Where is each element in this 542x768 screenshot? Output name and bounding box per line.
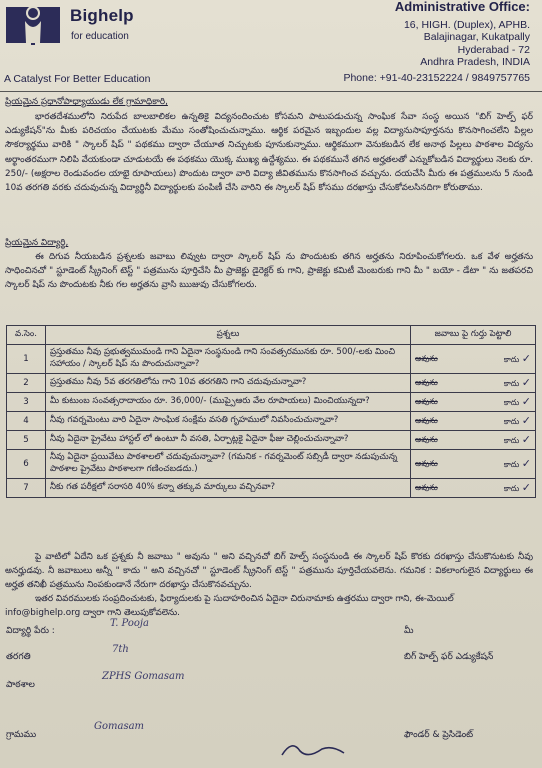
answer-no-option[interactable]: కాదు <box>503 460 520 469</box>
question-text: నీవు ఏదైనా ప్రైవేటు హాస్టల్ లో ఉంటూ నీ వసతి, ఏర్పాట్లకై ఏదైనా ఫీజు చెల్లించుచున్నావా? <box>46 431 411 450</box>
checkmark-icon: ✓ <box>521 376 531 389</box>
checkmark-icon: ✓ <box>521 395 531 408</box>
table-row <box>7 431 536 450</box>
tagline: A Catalyst For Better Education <box>4 73 151 85</box>
signatory-title: ఫౌండర్ & ప్రెసిడెంట్ <box>404 730 474 740</box>
answer-yes-option[interactable]: అవును <box>415 377 438 387</box>
row-number: 6 <box>7 450 46 479</box>
table-row <box>7 412 536 431</box>
answer-no-option[interactable]: కాదు <box>503 379 520 388</box>
brand-sub: for education <box>71 31 129 42</box>
checkmark-icon: ✓ <box>521 457 531 470</box>
checkmark-icon: ✓ <box>521 433 531 446</box>
org-name: బిగ్ హెల్ప్ ఫర్ ఎడ్యుకేషన్ <box>404 652 494 662</box>
answer-yes-option[interactable]: అవును <box>415 396 438 406</box>
address-line: Hyderabad - 72 <box>457 43 530 56</box>
brand-name: Bighelp <box>70 6 134 25</box>
answer-cell[interactable] <box>411 345 536 374</box>
question-text: ప్రస్తుతము నీవు 5వ తరగతిలోను గాని 10వ తరగతిని గాని చదువుచున్నావా? <box>46 374 411 393</box>
address-line: Andhra Pradesh, INDIA <box>420 56 530 68</box>
village-label: గ్రామము <box>6 730 37 740</box>
yours-label: మీ <box>404 626 414 636</box>
answer-yes-option[interactable]: అవును <box>415 415 438 425</box>
row-number: 7 <box>7 479 46 498</box>
col-header-question: ప్రశ్నలు <box>46 326 411 345</box>
answer-no-option[interactable]: కాదు <box>503 436 520 445</box>
table-row <box>7 393 536 412</box>
school-value: ZPHS Gomasam <box>102 671 185 682</box>
bighelp-logo-icon <box>4 3 62 47</box>
col-header-answer: జవాబు పై గుర్తు పెట్టాలి <box>411 326 536 345</box>
name-label: విద్యార్థి పేరు : <box>6 626 55 636</box>
address-line: 16, HIGH. (Duplex), APHB. <box>403 18 530 31</box>
class-label: తరగతి <box>6 652 31 662</box>
row-number: 4 <box>7 412 46 431</box>
answer-no-option[interactable]: కాదు <box>503 355 520 364</box>
row-number: 1 <box>7 345 46 374</box>
question-text: మీ కుటుంబ సంవత్సరాదాయం రూ. 36,000/- (ముప్పైఆరు వేల రూపాయలు) మించియున్నదా? <box>46 393 411 412</box>
phone-numbers: Phone: +91-40-23152224 / 9849757765 <box>343 71 530 84</box>
answer-cell[interactable] <box>411 450 536 479</box>
question-text: నీవు ఏదైనా ప్రయివేటు పాఠశాలలో చదువుచున్నావా? (గమనిక - గవర్నమెంట్ సబ్సిడీ ద్వారా నడుపుచున్న పాఠశాల ప్రైవేటు పాఠశాలగా గణించబడదు.) <box>46 450 411 479</box>
table-row <box>7 479 536 498</box>
student-salutation: ప్రియమైన విద్యార్థి, <box>5 238 69 248</box>
salutation: ప్రియమైన ప్రధానోపాధ్యాయుడు లేక గ్రామాధికారి, <box>5 97 168 107</box>
answer-yes-option[interactable]: అవును <box>415 353 438 363</box>
name-value: T. Pooja <box>110 618 149 629</box>
intro-paragraph: భారతదేశములోని నిరుపేద బాలబాలికల ఉన్నతికై విద్యనందించుట కోసమని పాటుపడుచున్న సాంఘిక సేవా సంస్థ అయిన "బిగ్ హెల్ప్ ఫర్ ఎడ్యుకేషన్"ను మీకు పరిచయం చేయుటకు మేము సంతోషించుచున్నాము. ఆర్థిక పరమైన ఇబ్బందుల వల్ల విద్యానుసాపూర్తనను కొనసాగించలేని పిల్లల సౌకర్యార్థము వారికి " స్కాలర్ షిప్ " పథకము ద్వారా చేయూత నిచ్చుటకు పూనుకున్నాము. ఆర్థికముగా వెనుకబడిన లేక అనాథ పిల్లలు పాఠశాల విద్యను అర్థాంతరముగా నిలిపి వేయకుండా చూడుటయే ఈ పథకము యొక్క ముఖ్య ఉద్దేశ్యము. ఈ పథకమునే తగిన అర్హతలతో ఎన్నుకోబడిన విద్యార్థులు నెలకు రూ. 250/- (అక్షరాల రెండువందల యాభై రూపాయలు) పొందుట ద్వారా వారి విద్యా జీవితమును కొనసాగించ వచ్చును. దయచేసి మీరు ఈ పత్రములను 5 నుండి 10వ తరగతి వరకు చదువుచున్న విద్యార్థినీ విద్యార్థులకు పంపిణీ చేసి వారిని ఈ స్కాలర్ షిప్ కోసము దరఖాస్తు చేసుకోవలసినదిగా కోరుతాము. <box>5 112 533 194</box>
answer-no-option[interactable]: కాదు <box>503 398 520 407</box>
office-address <box>343 1 530 84</box>
answer-cell[interactable] <box>411 393 536 412</box>
signature-icon <box>278 735 348 761</box>
contact-line-end: ద్వారా గాని తెలుపుకోవలెను. <box>80 608 180 618</box>
question-text: నీకు గత పరీక్షలో సరాసరి 40% కన్నా తక్కువ మార్కులు వచ్చినవా? <box>46 479 411 498</box>
checkmark-icon: ✓ <box>521 414 531 427</box>
email-link[interactable]: info@bighelp.org <box>5 608 81 618</box>
school-label: పాఠశాల <box>6 680 35 690</box>
question-text: ప్రస్తుతము నీవు ప్రభుత్వముమండి గాని ఏదైనా సంస్థనుండి గాని సంవత్సరమునకు రూ. 500/-లకు మించి సహాయం / స్కాలర్ షిప్ ను పొందుచున్నావా? <box>46 345 411 374</box>
table-row <box>7 450 536 479</box>
row-number: 3 <box>7 393 46 412</box>
answer-yes-option[interactable]: అవును <box>415 482 438 492</box>
header-divider <box>0 91 542 92</box>
answer-cell[interactable] <box>411 374 536 393</box>
answer-cell[interactable] <box>411 479 536 498</box>
contact-paragraph: ఇతర వివరములకు సంప్రదించుటకు, ఫిర్యాదులకు పై సుదాహరించిన ఏదైనా చిరునామాకు ఉత్తరము ద్వారా గాని, ఈ-మెయిల్ <box>35 594 454 604</box>
row-number: 5 <box>7 431 46 450</box>
answer-cell[interactable] <box>411 412 536 431</box>
eligibility-paragraph: ఈ దిగువ నీయబడిన ప్రశ్నలకు జవాబు లివ్వుట ద్వారా స్కాలర్ షిప్ ను పొందుటకు తగిన అర్హతను నిరూపించుకోగలరు. ఒక వేళ అర్హతను సాధించినచో " స్టూడెంట్ స్క్రీనింగ్ టెస్ట్ " పత్రమును పూర్తిచేసి మీ ప్రాజెక్టు డైరెక్టర్ కు గాని, ప్రాజెక్టు కమిటీ మెంబరుకు గాని మీ " బయో - డేటా " ను జతపరచి స్కాలర్ షిప్ ను పొందుటకు నీకు గల అర్హతను వ్రాసి ఋజువు చేసుకోగలరు. <box>5 252 533 291</box>
checkmark-icon: ✓ <box>521 481 531 494</box>
office-title: Administrative Office: <box>394 0 530 14</box>
eligibility-table <box>6 325 536 498</box>
question-text: నీవు గవర్నమెంటు వారి ఏదైనా సాంఘిక సంక్షేమ వసతి గృహములో నివసించుచున్నావా? <box>46 412 411 431</box>
answer-no-option[interactable]: కాదు <box>503 484 520 493</box>
village-value: Gomasam <box>94 721 145 732</box>
checkmark-icon: ✓ <box>521 352 531 365</box>
col-header-no: వ.సెం. <box>7 326 46 345</box>
address-line: Balajinagar, Kukatpally <box>423 31 530 43</box>
answer-cell[interactable] <box>411 431 536 450</box>
answer-yes-option[interactable]: అవును <box>415 458 438 468</box>
class-value: 7th <box>112 644 129 655</box>
table-header-row <box>7 326 536 345</box>
table-row <box>7 345 536 374</box>
table-row <box>7 374 536 393</box>
instructions-paragraph: పై వాటిలో ఏదేని ఒక ప్రశ్నకు నీ జవాబు " అవును " అని వచ్చినచో బిగ్ హెల్ప్ సంస్థనుండి ఈ స్కాలర్ షిప్ కొరకు దరఖాస్తు చేసుకొనుటకు నీవు అనర్హుడవు. నీ జవాబులు అన్నీ " కాదు " అని వచ్చినచో " స్టూడెంట్ స్క్రీనింగ్ టెస్ట్ " పత్రమును పూర్తిచేయవలెను. గమనిక : వికలాంగులైన విద్యార్థులు ఈ అర్హత తనిఖీ పత్రమును నింపకుండానే నేరుగా దరఖాస్తు చేసుకొనవచ్చును. <box>5 552 533 591</box>
answer-no-option[interactable]: కాదు <box>503 417 520 426</box>
answer-yes-option[interactable]: అవును <box>415 434 438 444</box>
contact-line <box>5 606 533 620</box>
row-number: 2 <box>7 374 46 393</box>
